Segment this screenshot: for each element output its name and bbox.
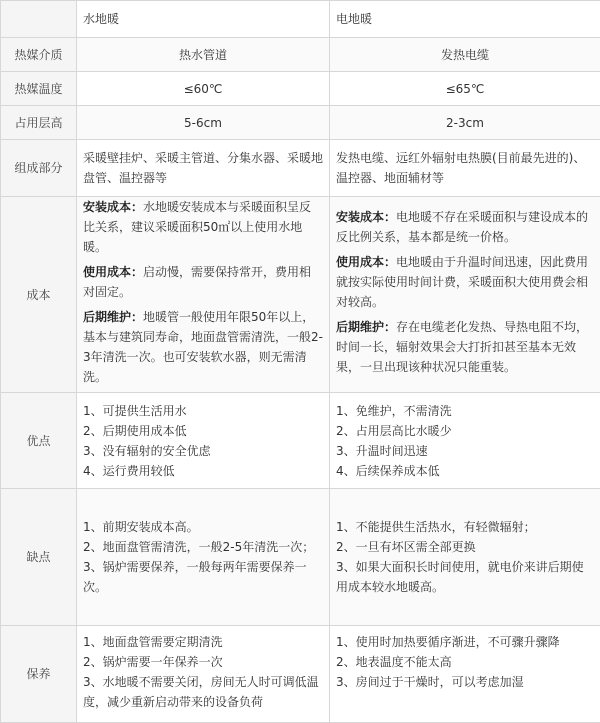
table-row-maintenance [1, 626, 600, 723]
cell-electric-cons [330, 489, 600, 626]
cost-item-text: 电地暖不存在采暖面积与建设成本的反比例关系，基本都是统一价格。 [336, 210, 588, 244]
cost-item-text: 水地暖安装成本与采暖面积呈反比关系，建议采暖面积50㎡以上使用水地暖。 [83, 200, 311, 254]
corner-cell [1, 1, 77, 38]
cell-electric-maintenance [330, 626, 600, 723]
table-row-cons [1, 489, 600, 626]
list-item: 1、不能提供生活热水，有轻微辐射； [336, 517, 594, 537]
cell-water-maintenance [77, 626, 330, 723]
table-row-temp [1, 72, 600, 106]
cost-item-text: 存在电缆老化发热、导热电阻不均，时间一长，辐射效果会大打折扣甚至基本无效果，一旦出现该种状况只能重装。 [336, 320, 588, 374]
list-item: 1、可提供生活用水 [83, 401, 323, 421]
cell-water-medium: 热水管道 [77, 38, 330, 72]
row-label-cost: 成本 [1, 197, 77, 393]
list-item: 1、使用时加热要循序渐进，不可骤升骤降 [336, 632, 594, 652]
cell-electric-temp: ≤65℃ [330, 72, 600, 106]
cost-item-title: 后期维护： [336, 320, 396, 334]
list-item: 3、锅炉需要保养，一般每两年需要保养一次。 [83, 557, 323, 597]
column-header-electric: 电地暖 [330, 1, 600, 38]
cost-item [336, 317, 594, 377]
list-item: 1、免维护，不需清洗 [336, 401, 594, 421]
row-label-height: 占用层高 [1, 106, 77, 140]
cost-item [83, 197, 323, 257]
list-item: 3、升温时间迅速 [336, 441, 594, 461]
row-label-cons: 缺点 [1, 489, 77, 626]
list-item: 2、地面盘管需清洗，一般2-5年清洗一次； [83, 537, 323, 557]
list-item: 4、后续保养成本低 [336, 461, 594, 481]
list-item: 2、后期使用成本低 [83, 421, 323, 441]
cell-water-cost [77, 197, 330, 393]
list-item: 1、地面盘管需要定期清洗 [83, 632, 323, 652]
list-item: 3、水地暖不需要关闭，房间无人时可调低温度，减少重新启动带来的设备负荷 [83, 672, 323, 712]
list-item: 1、前期安装成本高。 [83, 517, 323, 537]
cost-item-title: 安装成本： [83, 200, 143, 214]
table-row-medium [1, 38, 600, 72]
list-item: 2、地表温度不能太高 [336, 652, 594, 672]
cell-water-parts: 采暖壁挂炉、采暖主管道、分集水器、采暖地盘管、温控器等 [77, 140, 330, 197]
row-label-temp: 热媒温度 [1, 72, 77, 106]
cost-item-title: 使用成本： [336, 255, 396, 269]
row-label-pros: 优点 [1, 393, 77, 489]
list-item: 3、房间过于干燥时，可以考虑加湿 [336, 672, 594, 692]
cell-electric-height: 2-3cm [330, 106, 600, 140]
list-item: 3、如果大面积长时间使用，就电价来讲后期使用成本较水地暖高。 [336, 557, 594, 597]
cell-water-pros [77, 393, 330, 489]
row-label-maintenance: 保养 [1, 626, 77, 723]
row-label-parts: 组成部分 [1, 140, 77, 197]
list-item: 3、没有辐射的安全优虑 [83, 441, 323, 461]
table-row-cost [1, 197, 600, 393]
cell-water-height: 5-6cm [77, 106, 330, 140]
cell-water-temp: ≤60℃ [77, 72, 330, 106]
cost-item-text: 电地暖由于升温时间迅速，因此费用就按实际使用时间计费，采暖面积大使用费会相对较高。 [336, 255, 588, 309]
cost-item [83, 262, 323, 302]
column-header-water: 水地暖 [77, 1, 330, 38]
list-item: 2、一旦有坏区需全部更换 [336, 537, 594, 557]
list-item: 2、锅炉需要一年保养一次 [83, 652, 323, 672]
cell-electric-pros [330, 393, 600, 489]
cell-electric-medium: 发热电缆 [330, 38, 600, 72]
cost-item-text: 启动慢，需要保持常开，费用相对固定。 [83, 265, 311, 299]
cell-water-cons [77, 489, 330, 626]
list-item: 4、运行费用较低 [83, 461, 323, 481]
cost-item-text: 地暖管一般使用年限50年以上，基本与建筑同寿命，地面盘管需清洗，一般2-3年清洗一次。也可安装软水器，则无需清洗。 [83, 310, 323, 384]
cell-electric-parts: 发热电缆、远红外辐射电热膜(目前最先进的)、温控器、地面辅材等 [330, 140, 600, 197]
header-row [1, 1, 600, 38]
cost-item [336, 252, 594, 312]
cost-item-title: 后期维护： [83, 310, 143, 324]
table-row-height [1, 106, 600, 140]
table-row-parts [1, 140, 600, 197]
cost-item-title: 使用成本： [83, 265, 143, 279]
list-item: 2、占用层高比水暖少 [336, 421, 594, 441]
table-row-pros [1, 393, 600, 489]
row-label-medium: 热媒介质 [1, 38, 77, 72]
cell-electric-cost [330, 197, 600, 393]
cost-item [336, 207, 594, 247]
cost-item [83, 307, 323, 387]
cost-item-title: 安装成本： [336, 210, 396, 224]
